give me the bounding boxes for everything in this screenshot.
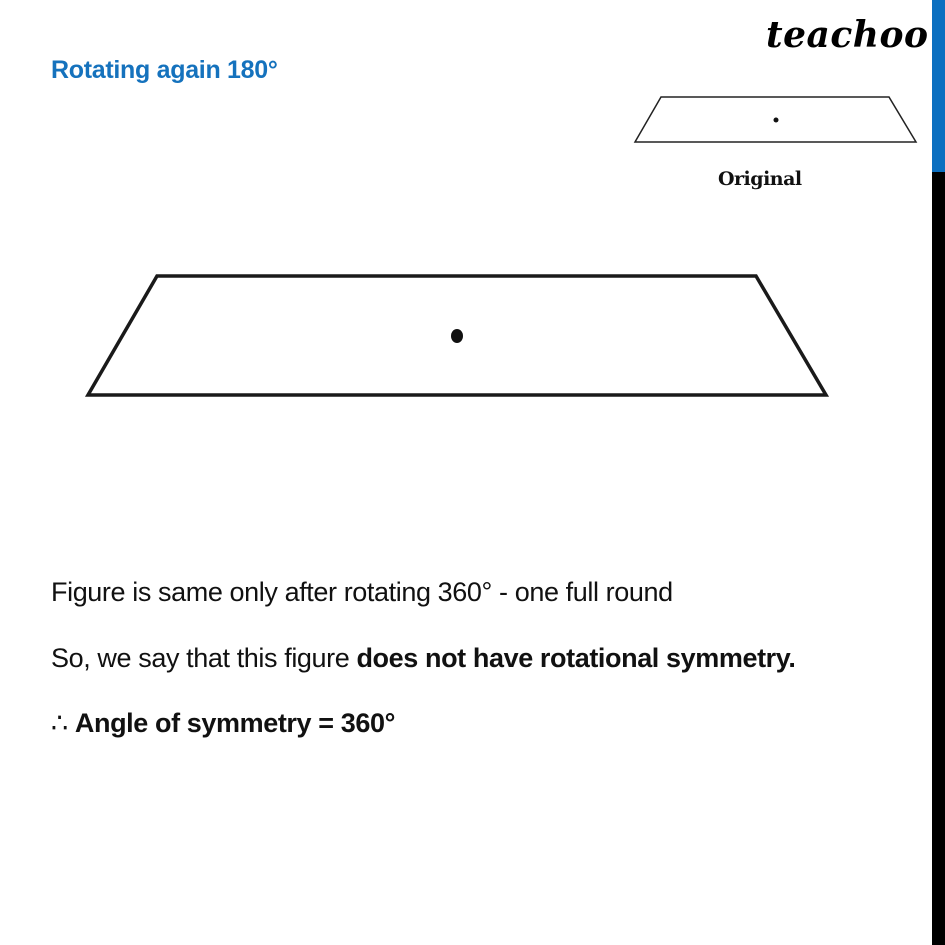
center-point-icon xyxy=(774,118,779,123)
side-accent-bar-blue xyxy=(932,0,945,172)
explanation-line-2 xyxy=(51,643,796,674)
line2-emphasis: does not have rotational symmetry. xyxy=(356,643,796,673)
explanation-line-1: Figure is same only after rotating 360° - one full round xyxy=(51,577,673,607)
center-point-icon xyxy=(451,329,463,343)
original-label: Original xyxy=(718,168,802,190)
line2-text: So, we say that this figure xyxy=(51,643,357,673)
side-accent-bar-black xyxy=(932,172,945,945)
original-trapezium-figure xyxy=(632,94,922,146)
page-title: Rotating again 180° xyxy=(51,56,278,84)
conclusion-text: Angle of symmetry = 360° xyxy=(74,708,395,738)
teachoo-logo: teachoo xyxy=(766,14,929,56)
rotated-trapezium-figure xyxy=(80,268,835,403)
therefore-symbol: ∴ xyxy=(51,708,75,738)
conclusion-line xyxy=(51,708,395,739)
